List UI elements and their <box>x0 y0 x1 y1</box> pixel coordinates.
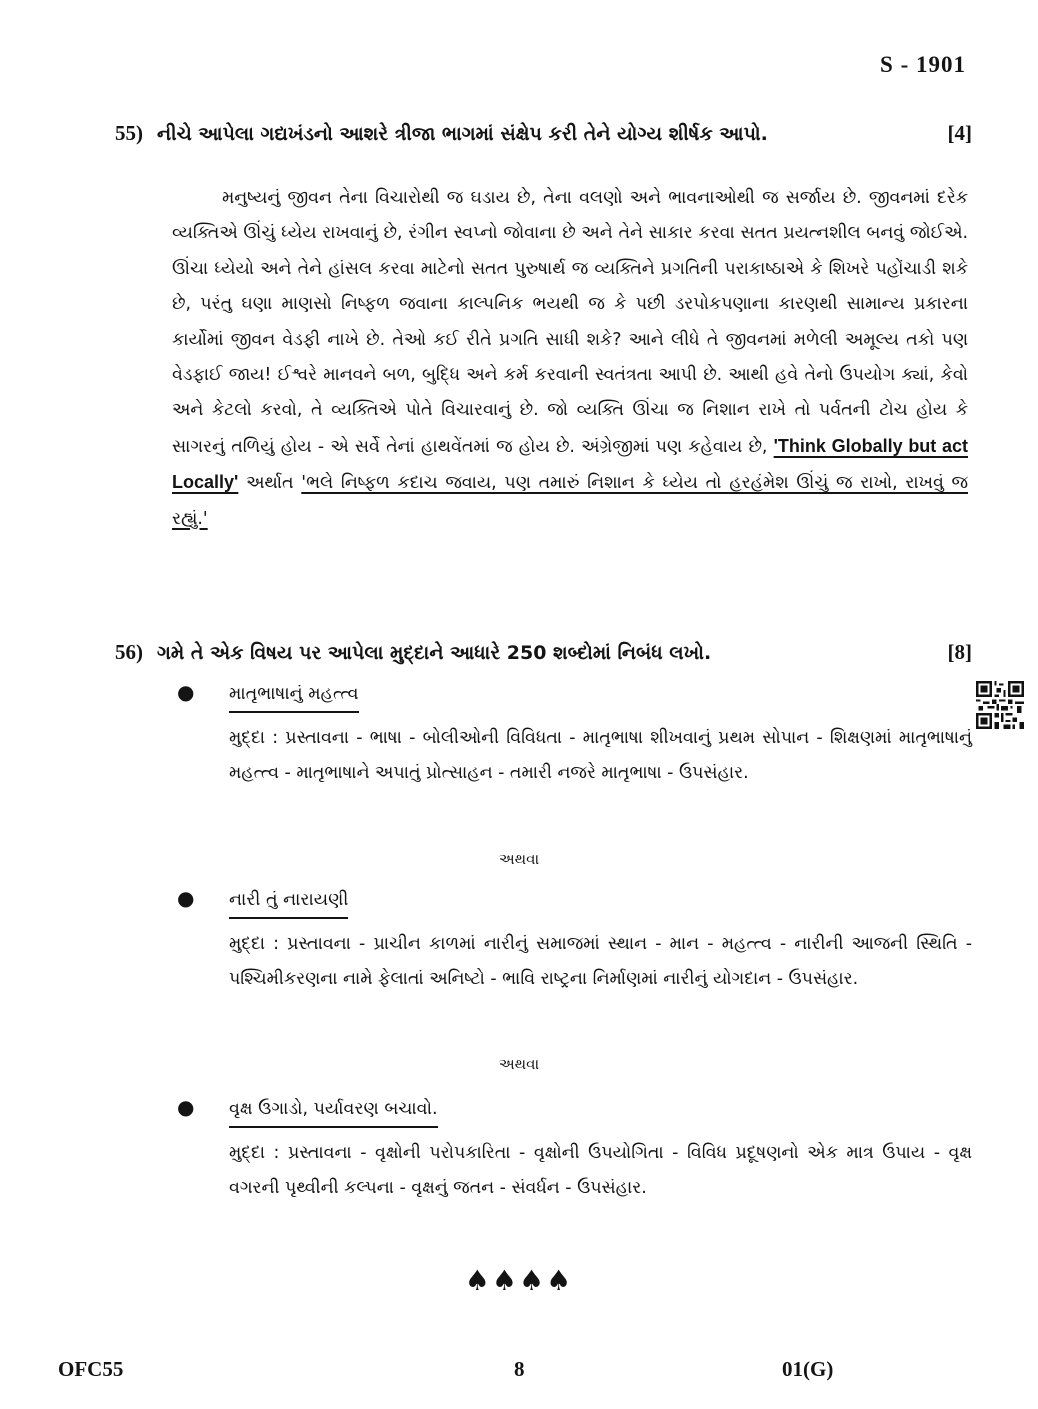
essay-topic <box>177 886 972 997</box>
topic-points: મુદ્દા : પ્રસ્તાવના - ભાષા - બોલીઓની વિવિધતા - માતૃભાષા શીખવાનું પ્રથમ સોપાન - શિક્ષણમાં માતૃભાષાનું મહત્ત્વ - માતૃભાષાને અપાતું પ્રોત્સાહન - તમારી નજરે માતૃભાષા - ઉપસંહાર. <box>229 728 972 783</box>
passage-body: મનુષ્યનું જીવન તેના વિચારોથી જ ઘડાય છે, તેના વલણો અને ભાવનાઓથી જ સર્જાય છે. જીવનમાં દરેક વ્યક્તિએ ઊંચું ધ્યેય રાખવાનું છે, રંગીન સ્વપ્નો જોવાના છે અને તેને સાકાર કરવા સતત પ્રયત્નશીલ બનવું જોઈએ. ઊંચા ધ્યેયો અને તેને હાંસલ કરવા માટેનો સતત પુરુષાર્થ જ વ્યક્તિને પ્રગતિની પરાકાષ્ઠાએ કે શિખરે પહોંચાડી શકે છે, પરંતુ ઘણા માણસો નિષ્ફળ જવાના કાલ્પનિક ભયથી જ કે પછી ડરપોકપણાના કારણથી સામાન્ય પ્રકારના કાર્યોમાં જીવન વેડફી નાખે છે. તેઓ કઈ રીતે પ્રગતિ સાધી શકે? આને લીધે તે જીવનમાં મળેલી અમૂલ્ય તકો પણ વેડફાઈ જાય! ઈશ્વરે માનવને બળ, બુદ્ધિ અને કર્મ કરવાની સ્વતંત્રતા આપી છે. આથી હવે તેનો ઉપયોગ ક્યાં, કેવો અને કેટલો કરવો, તે વ્યક્તિએ પોતે વિચારવાનું છે. જો વ્યક્તિ ઊંચા જ નિશાન રાખે તો પર્વતની ટોચ હોય કે સાગરનું તળિયું હોય - એ સર્વે તેનાં હાથવેંતમાં જ હોય છે. અંગ્રેજીમાં પણ કહેવાય છે, <box>172 188 969 457</box>
footer-right-code: 01(G) <box>782 1357 834 1381</box>
bullet-icon: ● <box>177 680 195 704</box>
question-56-heading <box>115 640 972 665</box>
question-55-heading <box>115 121 972 146</box>
passage-connector: અર્થાત <box>238 473 302 494</box>
footer-left-code: OFC55 <box>58 1357 124 1381</box>
question-text: ગમે તે એક વિષય પર આપેલા મુદ્દાને આધારે 250 શબ્દોમાં નિબંધ લખો. <box>157 642 712 664</box>
english-quote: 'Think Globally but act Locally' <box>172 435 969 493</box>
topic-title: નારી તું નારાયણી <box>229 890 348 919</box>
prose-passage <box>172 181 968 537</box>
bullet-icon: ● <box>177 1095 195 1119</box>
topic-title: વૃક્ષ ઉગાડો, પર્યાવરણ બચાવો. <box>229 1099 438 1128</box>
essay-topic <box>177 1095 972 1206</box>
paper-code: S - 1901 <box>880 52 966 77</box>
topic-title: માતૃભાષાનું મહત્ત્વ <box>229 684 359 713</box>
question-text: નીચે આપેલા ગદ્યખંડનો આશરે ત્રીજા ભાગમાં સંક્ષેપ કરી તેને યોગ્ય શીર્ષક આપો. <box>157 123 768 145</box>
end-of-paper-mark: ♠♠♠♠ <box>464 1264 574 1297</box>
question-marks: [4] <box>947 121 972 145</box>
passage-quote: 'ભલે નિષ્ફળ કદાચ જવાય, પણ તમારું નિશાન કે ધ્યેય તો હરહંમેશ ઊંચું જ રાખો, રાખવું જ રહ્યું.' <box>172 473 968 529</box>
qr-code-icon <box>976 681 1024 729</box>
bullet-icon: ● <box>177 886 195 910</box>
topic-points: મુદ્દા : પ્રસ્તાવના - વૃક્ષોની પરોપકારિતા - વૃક્ષોની ઉપયોગિતા - વિવિધ પ્રદૂષણનો એક માત્ર ઉપાય - વૃક્ષ વગરની પૃથ્વીની કલ્પના - વૃક્ષનું જતન - સંવર્ધન - ઉપસંહાર. <box>229 1143 972 1198</box>
question-marks: [8] <box>947 640 972 664</box>
topic-points: મુદ્દા : પ્રસ્તાવના - પ્રાચીન કાળમાં નારીનું સમાજમાં સ્થાન - માન - મહત્ત્વ - નારીની આજની સ્થિતિ - પશ્ચિમીકરણના નામે ફેલાતાં અનિષ્ટો - ભાવિ રાષ્ટ્રના નિર્માણમાં નારીનું યોગદાન - ઉપસંહાર. <box>229 934 972 989</box>
page-number: 8 <box>514 1357 525 1381</box>
or-separator: અથવા <box>498 850 540 868</box>
question-number: 55) <box>115 121 143 145</box>
essay-topic <box>177 680 972 791</box>
or-separator: અથવા <box>498 1055 540 1073</box>
question-number: 56) <box>115 640 143 664</box>
